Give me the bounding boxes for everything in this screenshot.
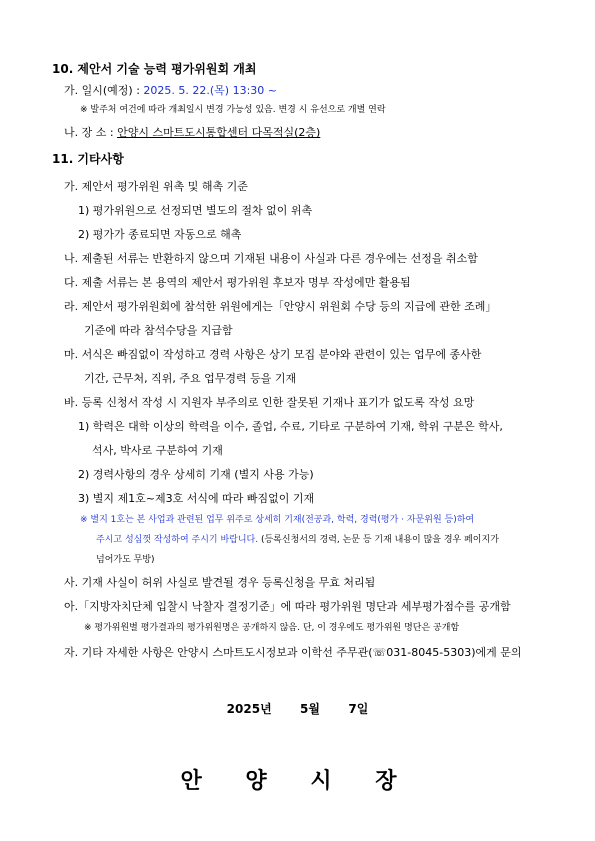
item-ba-1-line1: 1) 학력은 대학 이상의 학력을 이수, 졸업, 수료, 기타로 구분하여 기재, 학위 구분은 학사,: [78, 420, 503, 433]
item-ba-2: 2) 경력사항의 경우 상세히 기재 (별지 사용 가능): [78, 468, 314, 481]
date-day: 7일: [348, 702, 369, 716]
item-na: 나. 제출된 서류는 반환하지 않으며 기재된 내용이 사실과 다른 경우에는 선정을 취소함: [64, 252, 478, 265]
item-ra-line1: 라. 제안서 평가위원회에 참석한 위원에게는「안양시 위원회 수당 등의 지급에 관한 조례」: [64, 300, 497, 313]
venue-value: 안양시 스마트도시통합센터 다목적실(2층): [117, 126, 321, 139]
date-year: 2025년: [226, 702, 272, 716]
item-ga: 가. 제안서 평가위원 위촉 및 해촉 기준: [64, 180, 248, 193]
form-note-line1: ※ 별지 1호는 본 사업과 관련된 업무 위주로 상세히 기재(전공과, 학력, 경력(평가 · 자문위원 등)하여: [80, 515, 475, 525]
item-a: 아.「지방자치단체 입찰시 낙찰자 결정기준」에 따라 평가위원 명단과 세부평가점수를 공개함: [64, 600, 511, 613]
schedule-label: 가. 일시(예정) :: [64, 84, 144, 97]
item-ga-1: 1) 평가위원으로 선정되면 별도의 절차 없이 위촉: [78, 204, 313, 217]
form-note-line2-blue: 주시고 성심껏 작성하여 주시기 바랍니다.: [96, 535, 259, 545]
item-da: 다. 제출 서류는 본 용역의 제안서 평가위원 후보자 명부 작성에만 활용됨: [64, 276, 411, 289]
item-ja: 자. 기타 자세한 사항은 안양시 스마트도시정보과 이학선 주무관(☏031-8045-5303)에게 문의: [64, 646, 522, 659]
item-ga-2: 2) 평가가 종료되면 자동으로 해촉: [78, 228, 242, 241]
item-ma-line2: 기간, 근무처, 직위, 주요 업무경력 등을 기재: [84, 372, 297, 385]
item-ba-3: 3) 별지 제1호~제3호 서식에 따라 빠짐없이 기재: [78, 492, 315, 505]
date-month: 5월: [300, 702, 320, 716]
section-10-heading: 10. 제안서 기술 능력 평가위원회 개최: [52, 62, 257, 76]
issuer-signature: 안 양 시 장: [180, 769, 415, 794]
item-sa: 사. 기재 사실이 허위 사실로 발견될 경우 등록신청을 무효 처리됨: [64, 576, 376, 589]
form-note-line2-rest: (등록신청서의 경력, 논문 등 기재 내용이 많을 경우 페이지가: [258, 535, 499, 545]
item-ba-1-line2: 석사, 박사로 구분하여 기재: [92, 444, 223, 457]
form-note-line3: 넘어가도 무방): [96, 555, 155, 565]
form-note-line2: [96, 534, 499, 546]
schedule-note: ※ 발주처 여건에 따라 개최일시 변경 가능성 있음. 변경 시 유선으로 개별 연락: [80, 105, 386, 115]
item-ra-line2: 기준에 따라 참석수당을 지급함: [84, 324, 233, 337]
venue-line: [64, 126, 320, 140]
item-a-note: ※ 평가위원별 평가결과의 평가위원명은 공개하지 않음. 단, 이 경우에도 평가위원 명단은 공개함: [84, 623, 460, 633]
document-date: [0, 700, 595, 717]
section-11-heading: 11. 기타사항: [52, 152, 124, 166]
item-ba: 바. 등록 신청서 작성 시 지원자 부주의로 인한 잘못된 기재나 표기가 없도록 작성 요망: [64, 396, 475, 409]
schedule-line: [64, 84, 277, 98]
item-ma-line1: 마. 서식은 빠짐없이 작성하고 경력 사항은 상기 모집 분야와 관련이 있는 업무에 종사한: [64, 348, 482, 361]
venue-label: 나. 장 소 :: [64, 126, 118, 139]
schedule-value: 2025. 5. 22.(목) 13:30 ~: [143, 84, 277, 97]
